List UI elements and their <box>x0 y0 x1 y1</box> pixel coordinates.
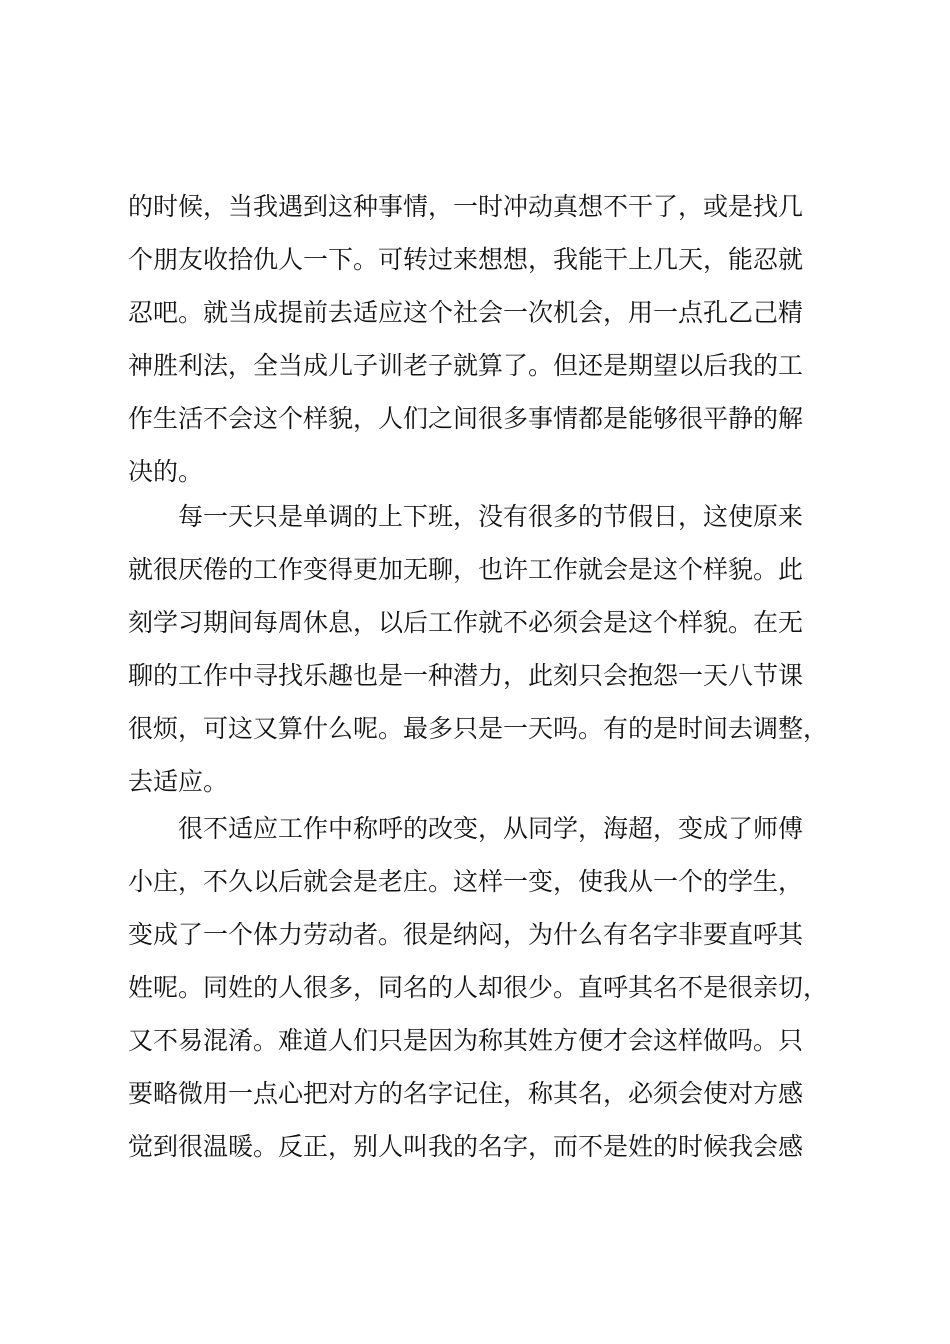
text-line: 要略微用一点心把对方的名字记住，称其名，必须会使对方感 <box>128 1079 804 1108</box>
text-line: 的时候，当我遇到这种事情，一时冲动真想不干了，或是找几 <box>128 192 804 221</box>
text-line: 觉到很温暖。反正，别人叫我的名字，而不是姓的时候我会感 <box>128 1132 804 1161</box>
paragraph-1 <box>128 180 848 498</box>
text-line: 决的。 <box>128 457 204 486</box>
text-line: 作生活不会这个样貌，人们之间很多事情都是能够很平静的解 <box>128 404 804 433</box>
text-line: 去适应。 <box>128 767 229 796</box>
text-line: 就很厌倦的工作变得更加无聊，也许工作就会是这个样貌。此 <box>128 555 804 584</box>
paragraph-2 <box>128 490 848 808</box>
paragraph-3 <box>128 802 848 1173</box>
text-line: 很不适应工作中称呼的改变，从同学，海超，变成了师傅 <box>128 814 804 843</box>
text-line: 小庄，不久以后就会是老庄。这样一变，使我从一个的学生， <box>128 867 804 896</box>
text-line: 每一天只是单调的上下班，没有很多的节假日，这使原来 <box>128 502 804 531</box>
text-line: 变成了一个体力劳动者。很是纳闷，为什么有名字非要直呼其 <box>128 920 804 949</box>
text-line: 又不易混淆。难道人们只是因为称其姓方便才会这样做吗。只 <box>128 1026 804 1055</box>
text-line: 刻学习期间每周休息，以后工作就不必须会是这个样貌。在无 <box>128 608 804 637</box>
text-line: 神胜利法，全当成儿子训老子就算了。但还是期望以后我的工 <box>128 351 804 380</box>
text-line: 姓呢。同姓的人很多，同名的人却很少。直呼其名不是很亲切， <box>128 973 829 1002</box>
text-line: 聊的工作中寻找乐趣也是一种潜力，此刻只会抱怨一天八节课 <box>128 661 804 690</box>
text-line: 个朋友收拾仇人一下。可转过来想想，我能干上几天，能忍就 <box>128 245 804 274</box>
text-line: 很烦，可这又算什么呢。最多只是一天吗。有的是时间去调整， <box>128 714 829 743</box>
text-line: 忍吧。就当成提前去适应这个社会一次机会，用一点孔乙己精 <box>128 298 804 327</box>
